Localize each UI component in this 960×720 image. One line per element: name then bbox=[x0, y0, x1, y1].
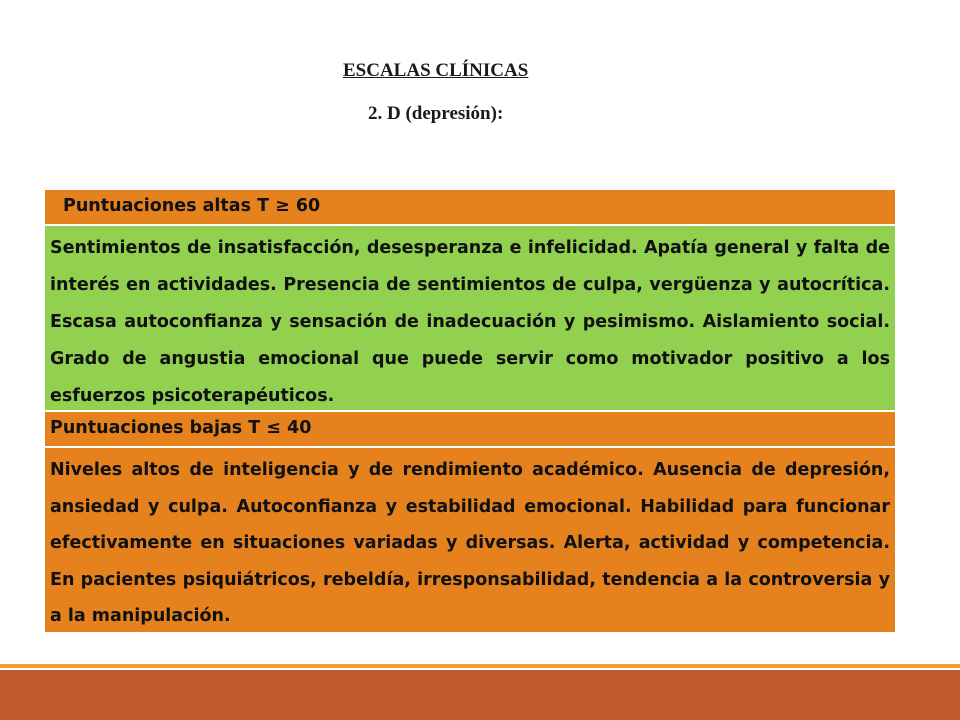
low-scores-description: Niveles altos de inteligencia y de rendimiento académico. Ausencia de depresión, ansiedad y culpa. Autoconfianza y estabilidad emocional. Habilidad para funcionar efectivamente en situaciones variadas y diversas. Alerta, actividad y competencia. En pacientes psiquiátricos, rebeldía, irresponsabilidad, tendencia a la controversia y a la manipulación. bbox=[44, 447, 896, 633]
low-scores-header: Puntuaciones bajas T ≤ 40 bbox=[44, 411, 896, 447]
footer-band bbox=[0, 670, 960, 720]
slide-subtitle: 2. D (depresión): bbox=[368, 103, 504, 124]
footer-divider-line bbox=[0, 664, 960, 668]
scores-table bbox=[44, 189, 896, 633]
slide-title: ESCALAS CLÍNICAS bbox=[343, 60, 529, 81]
high-scores-header: Puntuaciones altas T ≥ 60 bbox=[44, 189, 896, 225]
high-scores-description: Sentimientos de insatisfacción, desesperanza e infelicidad. Apatía general y falta de interés en actividades. Presencia de sentimientos de culpa, vergüenza y autocrítica. Escasa autoconfianza y sensación de inadecuación y pesimismo. Aislamiento social. Grado de angustia emocional que puede servir como motivador positivo a los esfuerzos psicoterapéuticos. bbox=[44, 225, 896, 411]
